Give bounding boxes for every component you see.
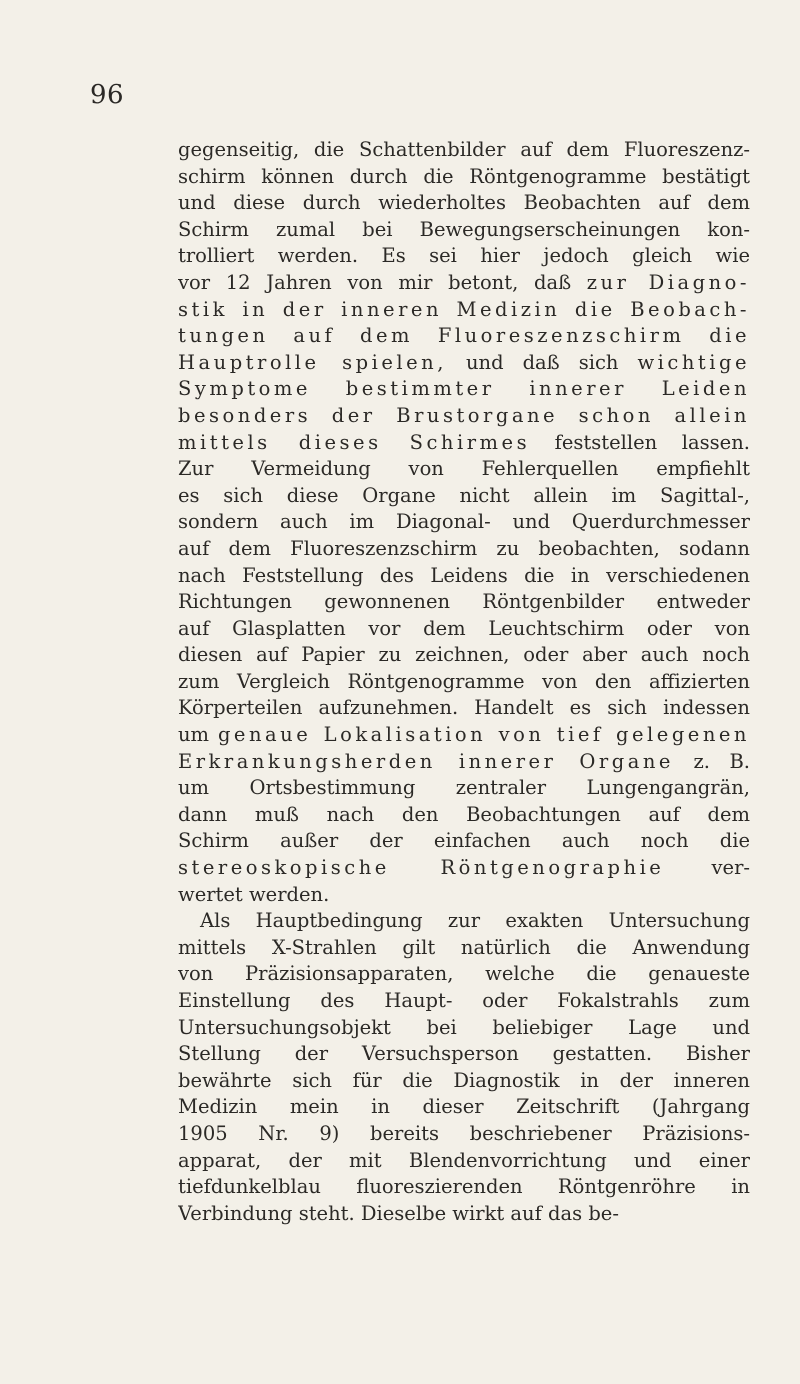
text-line <box>178 403 750 430</box>
text-segment: und diese durch wiederholtes Beobachten auf dem <box>178 191 750 215</box>
body-text <box>178 137 750 1227</box>
text-segment: um <box>178 723 218 747</box>
page-number: 96 <box>90 80 125 110</box>
text-segment: zum Vergleich Röntgenogramme von den affizierten <box>178 669 750 693</box>
text-line <box>178 749 750 776</box>
text-line <box>178 855 750 882</box>
text-line <box>178 642 750 669</box>
text-segment: gegenseitig, die Schattenbilder auf dem Fluoreszenz- <box>178 138 750 161</box>
text-segment: Zur Vermeidung von Fehlerquellen empfiehlt <box>178 457 750 481</box>
text-line <box>178 137 750 164</box>
text-segment: es sich diese Organe nicht allein im Sagittal-, <box>178 483 750 507</box>
spaced-emphasis: stereoskopische Röntgenographie <box>178 856 665 880</box>
text-line <box>178 270 750 297</box>
text-line <box>178 456 750 483</box>
text-segment: um Ortsbestimmung zentraler Lungengangrän, <box>178 776 750 800</box>
text-line <box>178 323 750 350</box>
text-segment: sondern auch im Diagonal- und Querdurchmesser <box>178 510 750 534</box>
text-segment: feststellen lassen. <box>530 430 750 454</box>
text-segment: 1905 Nr. 9) bereits beschriebener Präzisions- <box>178 1121 750 1145</box>
text-line <box>178 376 750 403</box>
text-segment: trolliert werden. Es sei hier jedoch gleich wie <box>178 244 750 268</box>
text-segment: Schirm außer der einfachen auch noch die <box>178 829 750 853</box>
text-line <box>178 1015 750 1042</box>
spaced-emphasis: genaue Lokalisation von tief gelegenen <box>217 723 750 747</box>
text-line <box>178 243 750 270</box>
text-line <box>178 1201 750 1228</box>
text-segment: Richtungen gewonnenen Röntgenbilder entweder <box>178 590 750 614</box>
text-line <box>178 669 750 696</box>
spaced-emphasis: stik in der inneren Medizin die Beobach- <box>178 297 750 321</box>
text-segment: Untersuchungsobjekt bei beliebiger Lage und <box>178 1015 750 1039</box>
text-line <box>178 722 750 749</box>
text-line <box>178 802 750 829</box>
text-line <box>178 217 750 244</box>
text-line <box>178 1041 750 1068</box>
text-line <box>178 430 750 457</box>
text-segment: dann muß nach den Beobachtungen auf dem <box>178 802 750 826</box>
text-segment: tiefdunkelblau fluoreszierenden Röntgenröhre in <box>178 1175 750 1199</box>
text-line <box>178 536 750 563</box>
text-segment: Körperteilen aufzunehmen. Handelt es sich indessen <box>178 696 750 720</box>
text-line <box>178 1094 750 1121</box>
text-segment: Schirm zumal bei Bewegungserscheinungen kon- <box>178 217 750 241</box>
text-segment: Als Hauptbedingung zur exakten Untersuchung <box>200 909 750 933</box>
spaced-emphasis: besonders der Brustorgane schon allein <box>178 403 750 427</box>
text-line <box>178 589 750 616</box>
text-line <box>178 190 750 217</box>
text-line <box>178 1174 750 1201</box>
text-line <box>178 350 750 377</box>
text-line <box>178 563 750 590</box>
text-segment: wertet werden. <box>178 882 330 906</box>
text-segment: nach Feststellung des Leidens die in verschiedenen <box>178 563 750 587</box>
text-segment: ver- <box>664 856 750 880</box>
text-line <box>178 1148 750 1175</box>
paragraph <box>178 137 750 908</box>
text-segment: diesen auf Papier zu zeichnen, oder aber auch noch <box>178 643 750 667</box>
text-line <box>178 616 750 643</box>
text-line <box>178 297 750 324</box>
text-line <box>178 509 750 536</box>
text-line <box>178 1068 750 1095</box>
spaced-emphasis: Symptome bestimmter innerer Leiden <box>178 377 750 401</box>
text-segment: vor 12 Jahren von mir betont, daß <box>178 270 587 294</box>
spaced-emphasis: Erkrankungsherden innerer Organe <box>178 749 674 773</box>
text-line <box>178 483 750 510</box>
text-line <box>178 935 750 962</box>
text-segment: Einstellung des Haupt- oder Fokalstrahls zum <box>178 989 750 1012</box>
text-line <box>178 961 750 988</box>
spaced-emphasis: tungen auf dem Fluoreszenzschirm die <box>178 324 750 348</box>
paragraph <box>178 908 750 1227</box>
text-segment: Medizin mein in dieser Zeitschrift (Jahrgang <box>178 1095 750 1119</box>
text-segment: auf Glasplatten vor dem Leuchtschirm oder von <box>178 616 750 640</box>
text-segment: Verbindung steht. Dieselbe wirkt auf das be- <box>178 1201 619 1225</box>
text-segment: von Präzisionsapparaten, welche die genaueste <box>178 962 750 986</box>
text-segment: auf dem Fluoreszenzschirm zu beobachten, sodann <box>178 536 750 560</box>
text-line <box>178 988 750 1015</box>
text-segment: apparat, der mit Blendenvorrichtung und einer <box>178 1148 750 1172</box>
text-segment: z. B. <box>673 749 750 773</box>
text-segment: schirm können durch die Röntgenogramme bestätigt <box>178 164 750 188</box>
spaced-emphasis: Hauptrolle spielen, <box>178 350 447 374</box>
text-segment: mittels X-Strahlen gilt natürlich die Anwendung <box>178 935 750 959</box>
spaced-emphasis: mittels dieses Schirmes <box>178 430 531 454</box>
spaced-emphasis: zur Diagno- <box>586 270 750 294</box>
text-line <box>178 164 750 191</box>
text-line <box>178 882 750 909</box>
text-segment: bewährte sich für die Diagnostik in der inneren <box>178 1068 750 1092</box>
spaced-emphasis: wichtige <box>637 350 750 374</box>
text-segment: und daß sich <box>446 350 638 374</box>
text-segment: Stellung der Versuchsperson gestatten. Bisher <box>178 1042 750 1066</box>
text-line <box>178 775 750 802</box>
text-line <box>178 908 750 935</box>
text-line <box>178 695 750 722</box>
text-line <box>178 1121 750 1148</box>
text-line <box>178 828 750 855</box>
